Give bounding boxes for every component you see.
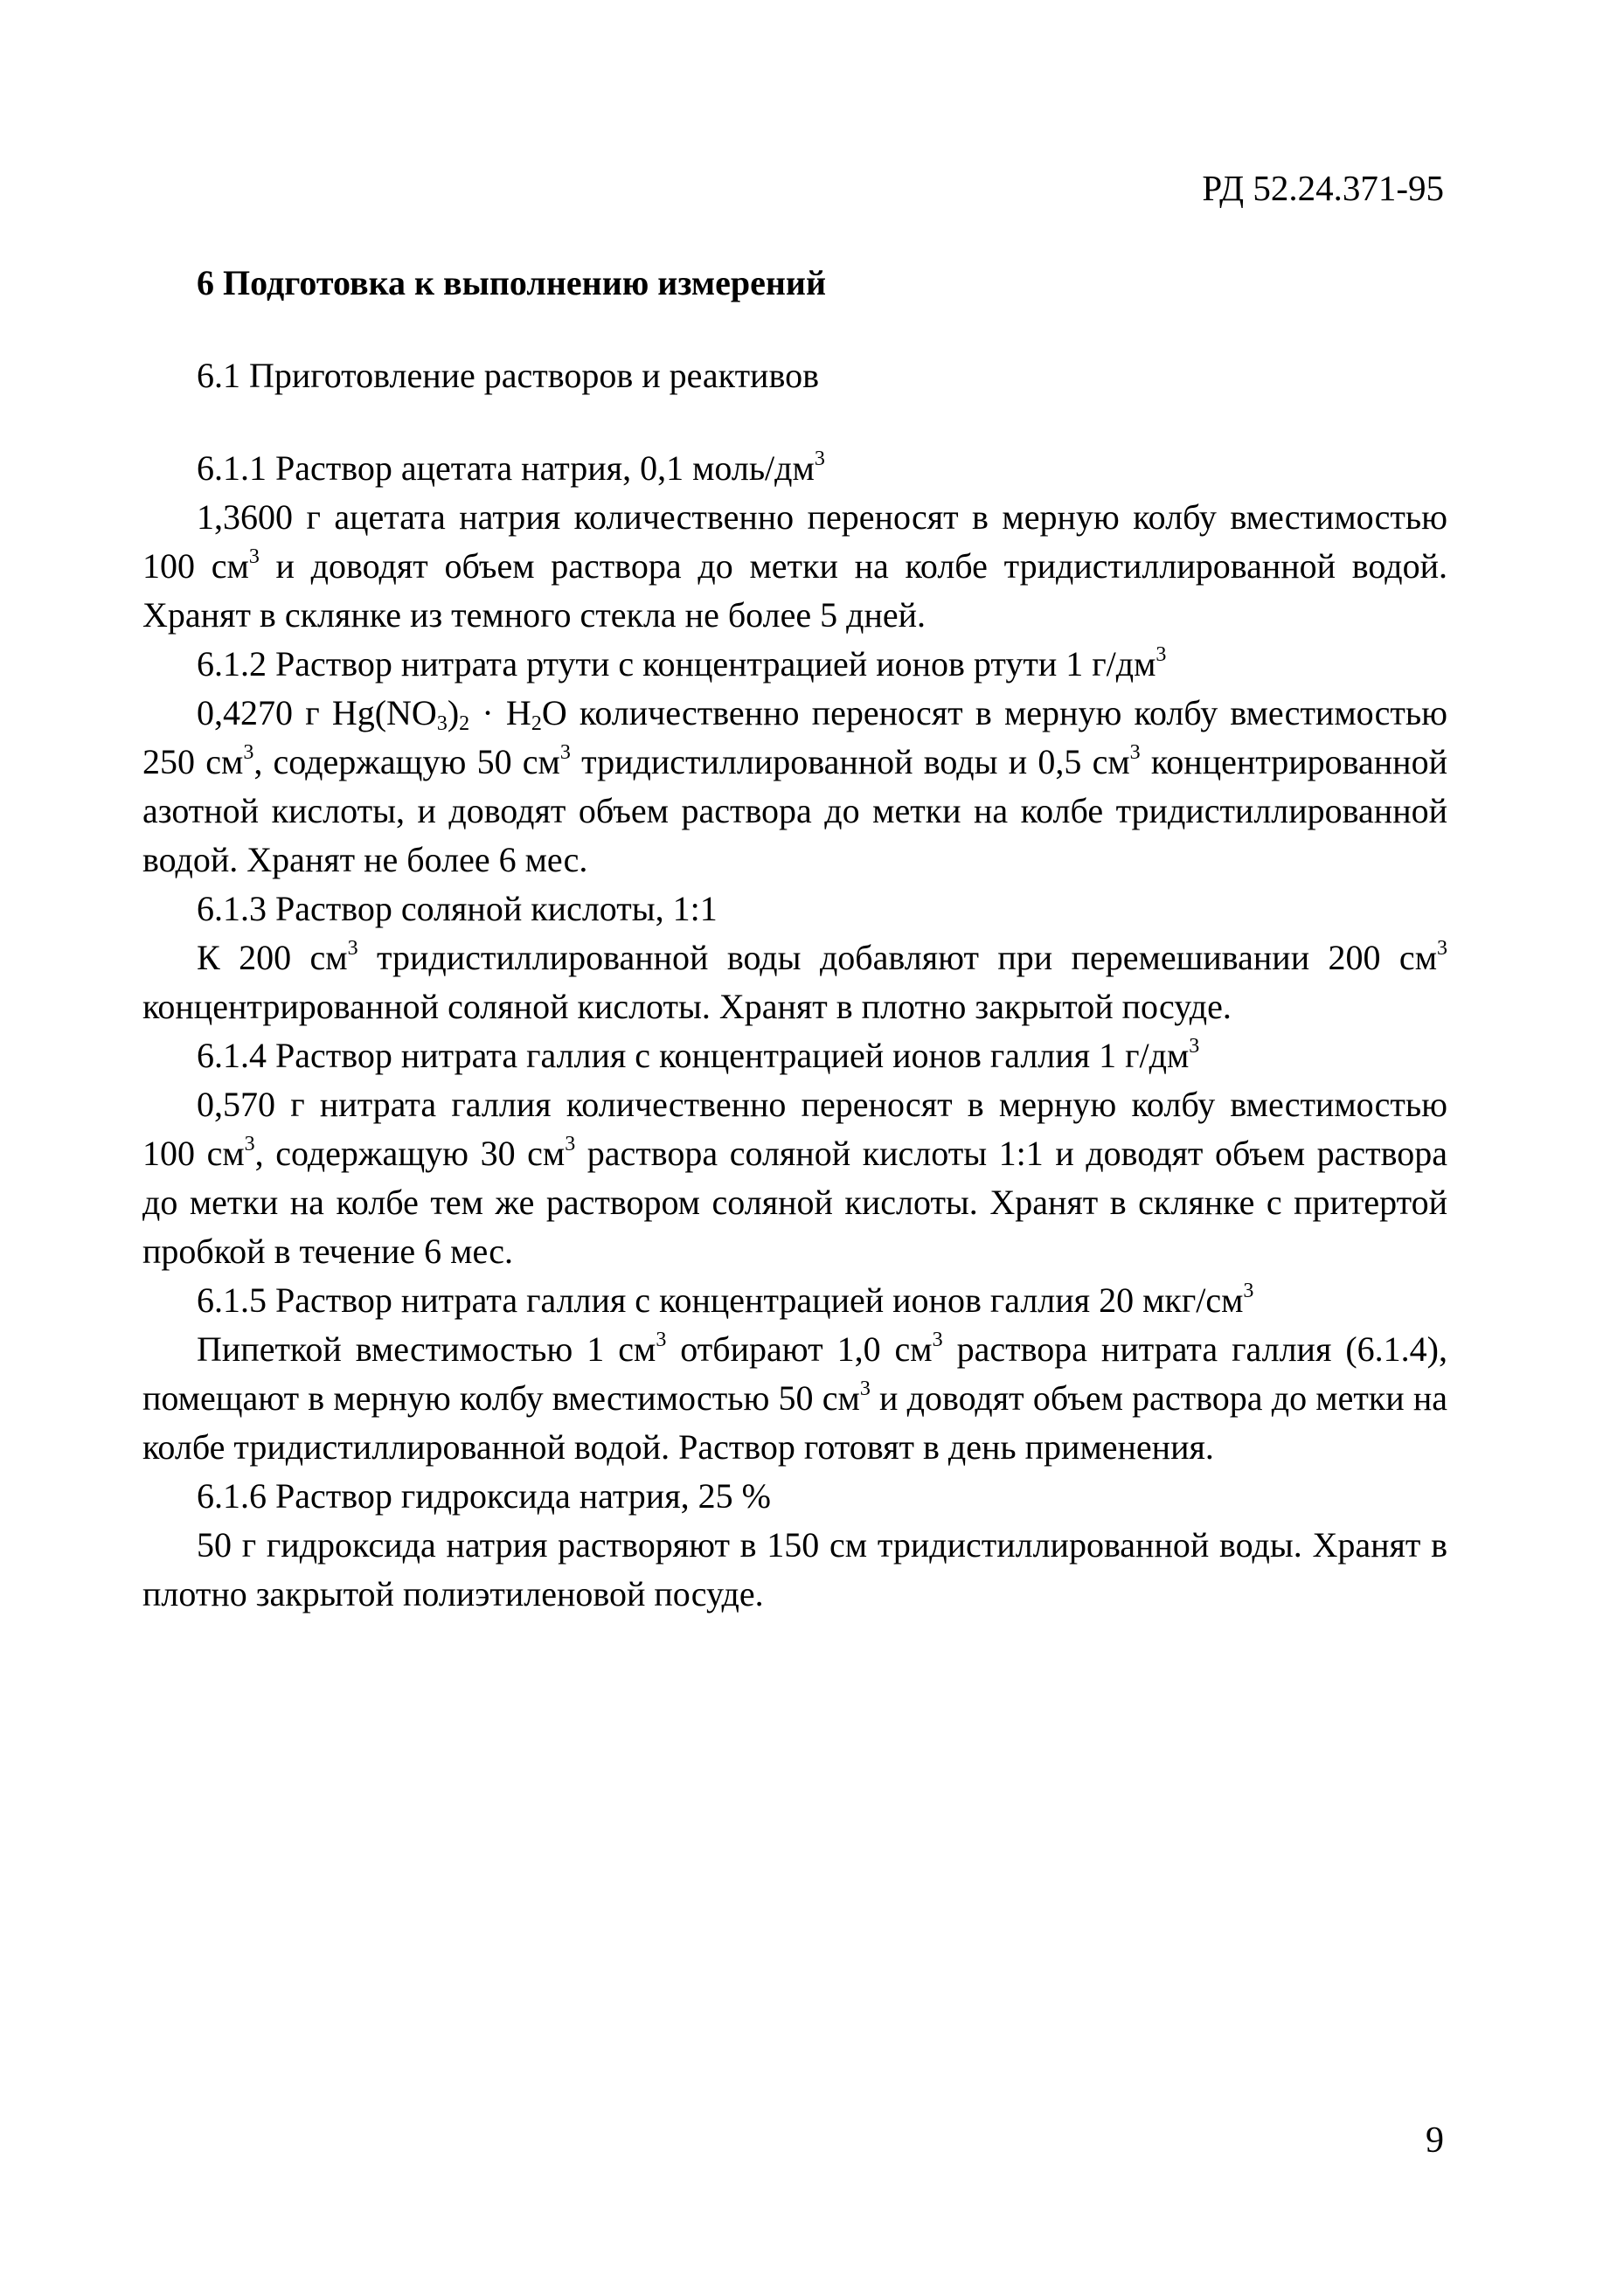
item-6-1-5-text: Пипеткой вместимостью 1 $см^3$ отбирают 1,0 $см^3$ раствора нитрата галлия (6.1.4), помещают в мерную колбу вместимостью 50 $см^3$ и доводят объем раствора до метки на колбе тридистиллированной водой. Раствор готовят в день применения. bbox=[142, 1329, 1447, 1467]
item-6-1-1-title: 6.1.1 Раствор ацетата натрия, 0,1 моль/$дм^3$ bbox=[197, 448, 825, 488]
item-6-1-2-title: 6.1.2 Раствор нитрата ртути с концентрацией ионов ртути 1 $г/дм^3$ bbox=[197, 643, 1167, 684]
document-code: РД 52.24.371-95 bbox=[1202, 168, 1444, 208]
item-6-1-2-text: 0,4270 г $Hg(NO_3)_2 \cdot H_2O$ количественно переносят в мерную колбу вместимостью 250 $см^3$, содержащую 50 $см^3$ тридистиллированной воды и 0,5 $см^3$ концентрированной азотной кислоты, и доводят объем раствора до метки на колбе тридистиллированной водой. Хранят не более 6 мес. bbox=[142, 693, 1447, 879]
item-6-1-6-text: 50 г гидроксида натрия растворяют в 150 см тридистиллированной воды. Хранят в плотно закрытой полиэтиленовой посуде. bbox=[142, 1525, 1447, 1613]
item-6-1-5-title: 6.1.5 Раствор нитрата галлия с концентрацией ионов галлия 20 мкг/$см^3$ bbox=[197, 1280, 1254, 1320]
item-6-1-3-text: К 200 $см^3$ тридистиллированной воды добавляют при перемешивании 200 $см^3$ концентрированной соляной кислоты. Хранят в плотно закрытой посуде. bbox=[142, 937, 1448, 1026]
page-content bbox=[142, 259, 1447, 1619]
item-6-1-4-text: 0,570 г нитрата галлия количественно переносят в мерную колбу вместимостью 100 $см^3$, содержащую 30 $см^3$ раствора соляной кислоты 1:1 и доводят объем раствора до метки на колбе тем же раствором соляной кислоты. Хранят в склянке с притертой пробкой в течение 6 мес. bbox=[142, 1085, 1447, 1271]
section-heading: 6 Подготовка к выполнению измерений bbox=[197, 263, 826, 302]
item-6-1-1-text: 1,3600 г ацетата натрия количественно переносят в мерную колбу вместимостью 100 $см^3$ и доводят объем раствора до метки на колбе тридистиллированной водой. Хранят в склянке из темного стекла не более 5 дней. bbox=[142, 497, 1448, 635]
page-number: 9 bbox=[1426, 2120, 1444, 2161]
subsection-heading: 6.1 Приготовление растворов и реактивов bbox=[197, 356, 819, 395]
item-6-1-3-title: 6.1.3 Раствор соляной кислоты, 1:1 bbox=[197, 889, 718, 928]
item-6-1-4-title: 6.1.4 Раствор нитрата галлия с концентрацией ионов галлия 1 $г/дм^3$ bbox=[197, 1035, 1200, 1075]
item-6-1-6-title: 6.1.6 Раствор гидроксида натрия, 25 % bbox=[197, 1476, 771, 1516]
